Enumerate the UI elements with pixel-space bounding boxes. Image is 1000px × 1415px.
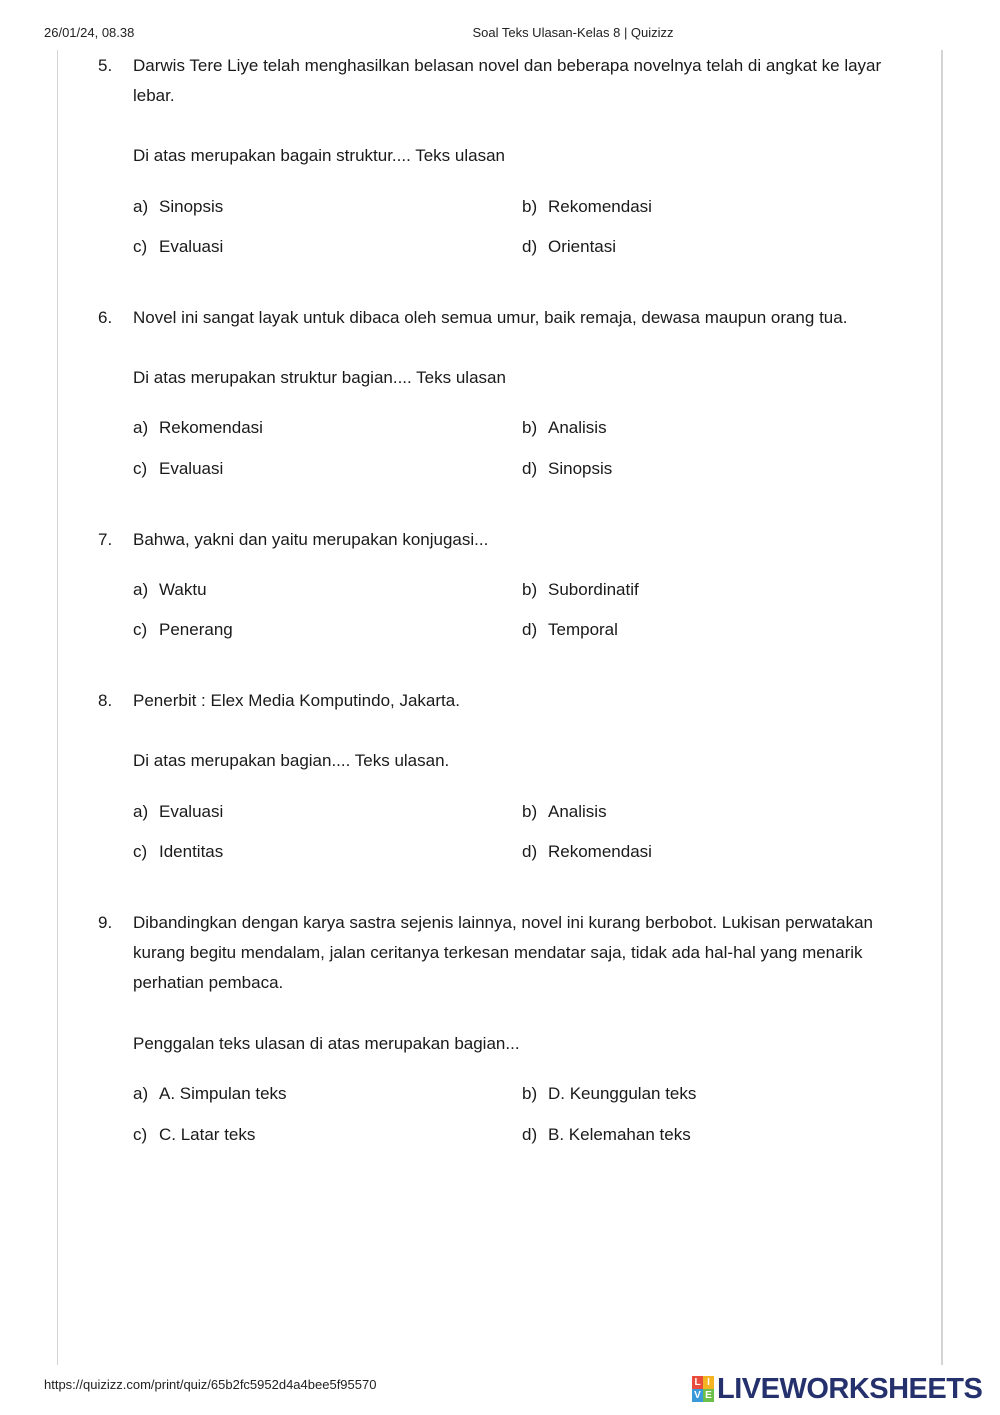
- option-text: Rekomendasi: [548, 842, 652, 861]
- question-text: Penerbit : Elex Media Komputindo, Jakarta.: [133, 691, 460, 710]
- option-c: [133, 1120, 255, 1150]
- option-letter: c): [133, 620, 148, 639]
- option-b: [522, 413, 607, 443]
- logo-letter: V: [692, 1389, 703, 1402]
- option-b: [522, 797, 607, 827]
- question-prompt: Di atas merupakan bagian.... Teks ulasan.: [133, 751, 450, 770]
- option-text: Identitas: [159, 842, 224, 861]
- option-letter: c): [133, 1125, 148, 1144]
- option-text: Penerang: [159, 620, 233, 639]
- option-d: [522, 1120, 691, 1150]
- option-text: Evaluasi: [159, 459, 224, 478]
- option-text: Analisis: [548, 418, 607, 437]
- option-letter: d): [522, 459, 538, 478]
- option-d: [522, 615, 618, 645]
- option-text: Rekomendasi: [548, 197, 652, 216]
- option-letter: c): [133, 459, 148, 478]
- option-letter: b): [522, 802, 538, 821]
- option-letter: d): [522, 1125, 538, 1144]
- option-text: B. Kelemahan teks: [548, 1125, 691, 1144]
- question-number: 5.: [98, 56, 113, 75]
- option-a: [133, 192, 223, 222]
- option-text: Analisis: [548, 802, 607, 821]
- option-d: [522, 454, 612, 484]
- option-letter: c): [133, 237, 148, 256]
- page-url: https://quizizz.com/print/quiz/65b2fc5952d4a4bee5f95570: [44, 1377, 377, 1392]
- option-letter: d): [522, 842, 538, 861]
- option-letter: d): [522, 620, 538, 639]
- option-text: Subordinatif: [548, 580, 639, 599]
- question-prompt: Di atas merupakan bagain struktur.... Teks ulasan: [133, 146, 505, 165]
- option-letter: a): [133, 418, 149, 437]
- liveworksheets-watermark: [692, 1372, 982, 1406]
- option-letter: b): [522, 197, 538, 216]
- option-letter: d): [522, 237, 538, 256]
- option-c: [133, 232, 223, 262]
- page-border-left: [57, 50, 58, 1365]
- option-b: [522, 192, 652, 222]
- option-letter: a): [133, 580, 149, 599]
- question-prompt: Penggalan teks ulasan di atas merupakan bagian...: [133, 1034, 520, 1053]
- page-border-right: [941, 50, 943, 1365]
- question-number: 8.: [98, 691, 113, 710]
- option-b: [522, 1079, 696, 1109]
- question-text: Dibandingkan dengan karya sastra sejenis lainnya, novel ini kurang berbobot. Lukisan perwatakan kurang begitu mendalam, jalan ceritanya terkesan mendatar saja, tidak ada hal-hal yang menarik perhatian pembaca.: [133, 913, 873, 992]
- liveworksheets-brand-text: LIVEWORKSHEETS: [717, 1372, 983, 1405]
- question-text: Darwis Tere Liye telah menghasilkan belasan novel dan beberapa novelnya telah di angkat ke layar lebar.: [133, 56, 882, 105]
- option-c: [133, 837, 223, 867]
- option-text: Evaluasi: [159, 802, 224, 821]
- print-date: 26/01/24, 08.38: [44, 25, 135, 40]
- option-d: [522, 837, 652, 867]
- logo-letter: E: [703, 1389, 714, 1402]
- option-letter: b): [522, 580, 538, 599]
- page-title: Soal Teks Ulasan-Kelas 8 | Quizizz: [472, 25, 674, 40]
- option-text: A. Simpulan teks: [159, 1084, 287, 1103]
- option-letter: b): [522, 1084, 538, 1103]
- option-a: [133, 797, 223, 827]
- question-number: 6.: [98, 308, 113, 327]
- logo-letter: I: [703, 1376, 714, 1389]
- option-text: Orientasi: [548, 237, 617, 256]
- option-text: C. Latar teks: [159, 1125, 256, 1144]
- option-text: Temporal: [548, 620, 618, 639]
- question-number: 7.: [98, 530, 113, 549]
- question-prompt: Di atas merupakan struktur bagian.... Teks ulasan: [133, 368, 506, 387]
- option-c: [133, 615, 233, 645]
- option-text: Waktu: [159, 580, 207, 599]
- option-a: [133, 1079, 287, 1109]
- option-text: Evaluasi: [159, 237, 224, 256]
- option-c: [133, 454, 223, 484]
- option-a: [133, 413, 263, 443]
- option-text: D. Keunggulan teks: [548, 1084, 697, 1103]
- logo-letter: L: [692, 1376, 703, 1389]
- option-text: Sinopsis: [159, 197, 224, 216]
- option-letter: a): [133, 802, 149, 821]
- question-text: Bahwa, yakni dan yaitu merupakan konjugasi...: [133, 530, 489, 549]
- option-b: [522, 575, 639, 605]
- liveworksheets-logo-icon: [692, 1376, 714, 1402]
- option-text: Sinopsis: [548, 459, 613, 478]
- question-text: Novel ini sangat layak untuk dibaca oleh semua umur, baik remaja, dewasa maupun orang tua.: [133, 308, 848, 327]
- option-d: [522, 232, 616, 262]
- option-letter: c): [133, 842, 148, 861]
- option-text: Rekomendasi: [159, 418, 263, 437]
- option-letter: a): [133, 197, 149, 216]
- option-letter: a): [133, 1084, 149, 1103]
- option-a: [133, 575, 207, 605]
- option-letter: b): [522, 418, 538, 437]
- question-number: 9.: [98, 913, 113, 932]
